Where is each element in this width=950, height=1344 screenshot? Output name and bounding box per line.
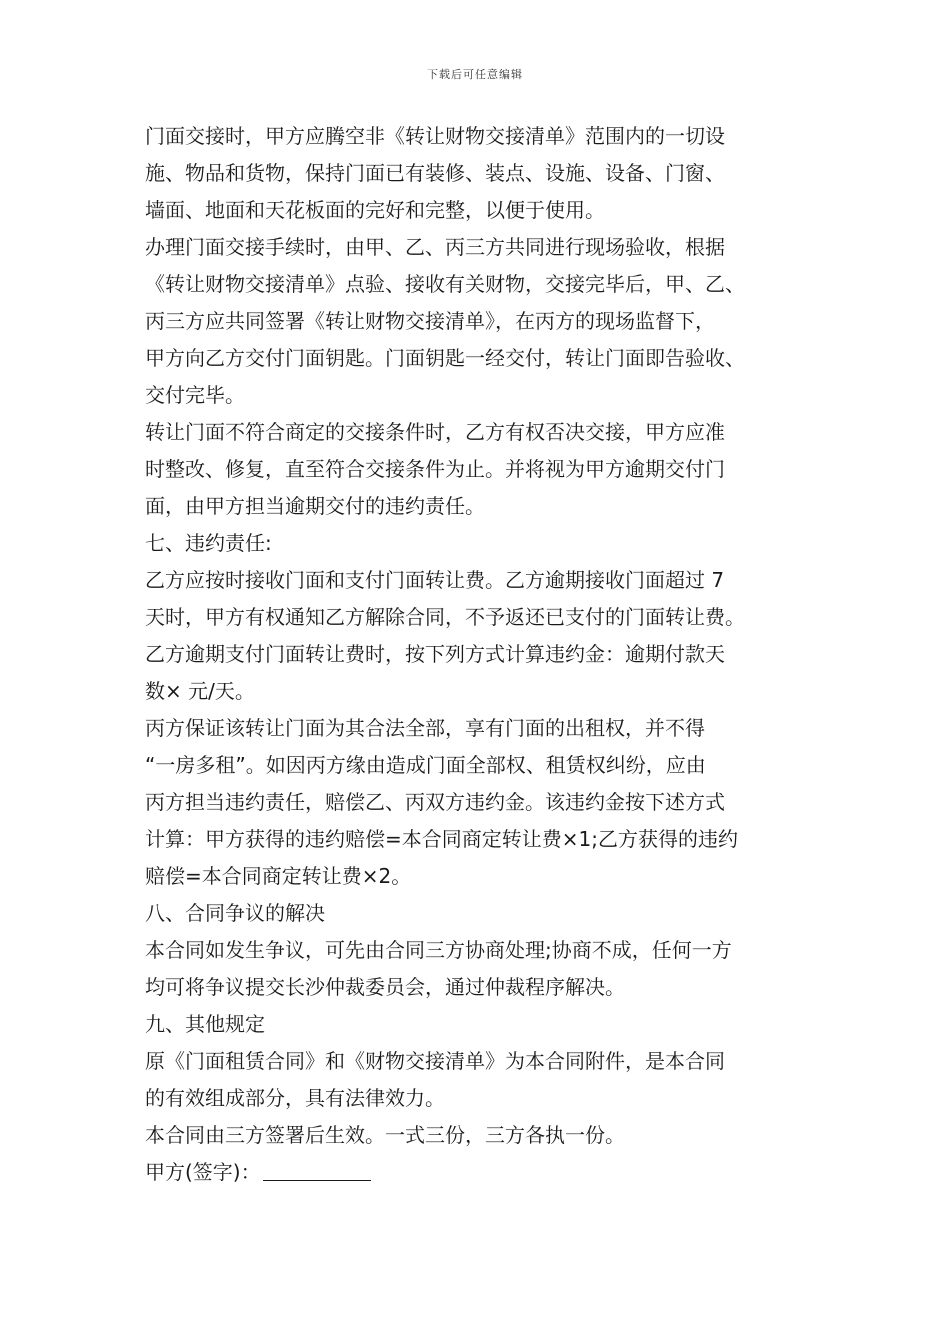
text-line: 的有效组成部分，具有法律效力。 <box>145 1086 445 1110</box>
text-line: 《转让财物交接清单》点验、接收有关财物，交接完毕后，甲、乙、 <box>145 272 745 296</box>
page-header: 下载后可任意编辑 <box>427 68 523 81</box>
document-body <box>145 118 825 1191</box>
signature-label: 甲方(签字)： <box>145 1160 261 1184</box>
text-line: 丙方担当违约责任，赔偿乙、丙双方违约金。该违约金按下述方式 <box>145 790 725 814</box>
text-line: 乙方应按时接收门面和支付门面转让费。乙方逾期接收门面超过 7 <box>145 568 725 592</box>
signature-row <box>145 1154 825 1191</box>
section-heading: 七、违约责任: <box>145 531 272 555</box>
text-line: 原《门面租赁合同》和《财物交接清单》为本合同附件，是本合同 <box>145 1049 725 1073</box>
text-line: 时整改、修复，直至符合交接条件为止。并将视为甲方逾期交付门 <box>145 457 725 481</box>
text-line: 均可将争议提交长沙仲裁委员会，通过仲裁程序解决。 <box>145 975 625 999</box>
text-line: 计算：甲方获得的违约赔偿=本合同商定转让费×1;乙方获得的违约 <box>145 827 738 851</box>
text-line: 办理门面交接手续时，由甲、乙、丙三方共同进行现场验收，根据 <box>145 235 725 259</box>
text-line: 数× 元/天。 <box>145 679 255 703</box>
section-heading: 八、合同争议的解决 <box>145 901 325 925</box>
text-line: 天时，甲方有权通知乙方解除合同，不予返还已支付的门面转让费。 <box>145 605 745 629</box>
text-line: 乙方逾期支付门面转让费时，按下列方式计算违约金：逾期付款天 <box>145 642 725 666</box>
text-line: “一房多租”。如因丙方缘由造成门面全部权、租赁权纠纷，应由 <box>145 753 706 777</box>
text-line: 墙面、地面和天花板面的完好和完整，以便于使用。 <box>145 198 605 222</box>
text-line: 门面交接时，甲方应腾空非《转让财物交接清单》范围内的一切设 <box>145 124 725 148</box>
text-line: 面，由甲方担当逾期交付的违约责任。 <box>145 494 485 518</box>
text-line: 交付完毕。 <box>145 383 245 407</box>
text-line: 转让门面不符合商定的交接条件时，乙方有权否决交接，甲方应准 <box>145 420 725 444</box>
text-line: 本合同如发生争议，可先由合同三方协商处理;协商不成，任何一方 <box>145 938 732 962</box>
text-line: 丙三方应共同签署《转让财物交接清单》，在丙方的现场监督下， <box>145 309 715 333</box>
signature-blank <box>263 1154 371 1181</box>
section-heading: 九、其他规定 <box>145 1012 265 1036</box>
text-line: 施、物品和货物，保持门面已有装修、装点、设施、设备、门窗、 <box>145 161 725 185</box>
text-line: 甲方向乙方交付门面钥匙。门面钥匙一经交付，转让门面即告验收、 <box>145 346 745 370</box>
text-line: 丙方保证该转让门面为其合法全部，享有门面的出租权，并不得 <box>145 716 705 740</box>
text-line: 赔偿=本合同商定转让费×2。 <box>145 864 412 888</box>
text-line: 本合同由三方签署后生效。一式三份，三方各执一份。 <box>145 1123 625 1147</box>
